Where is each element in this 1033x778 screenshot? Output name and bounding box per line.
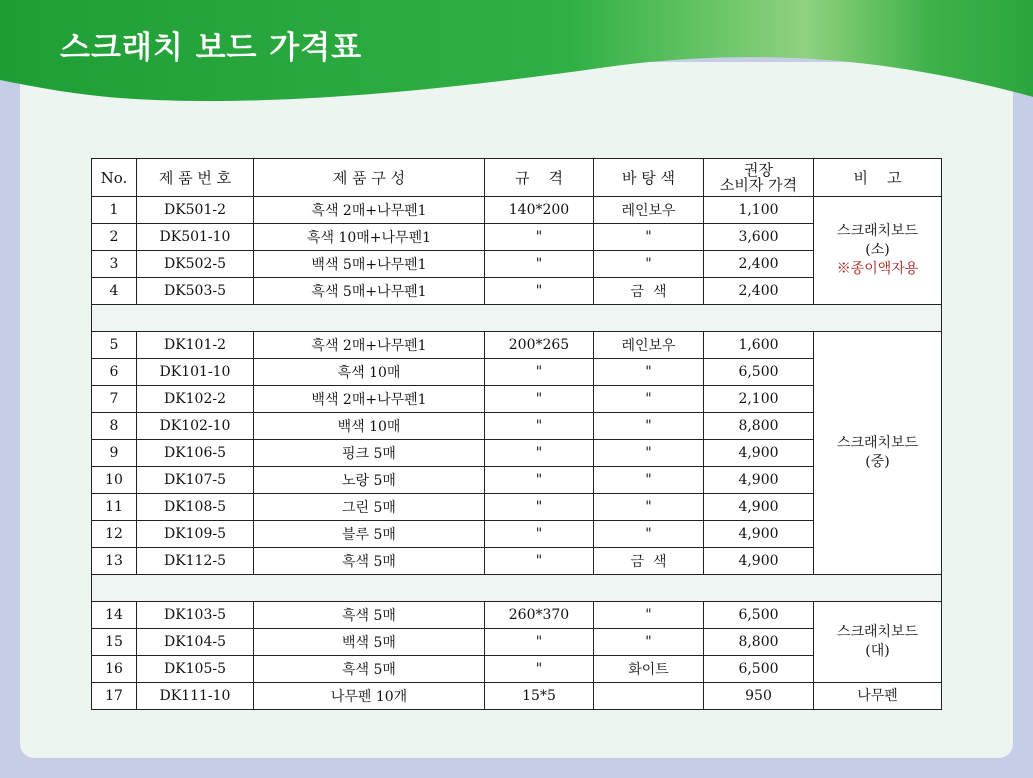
cell-background-color: " <box>594 494 704 521</box>
cell-background-color: " <box>594 413 704 440</box>
cell-spec: 140*200 <box>485 197 594 224</box>
cell-spec: " <box>485 359 594 386</box>
cell-composition: 핑크 5매 <box>254 440 485 467</box>
cell-no: 13 <box>92 548 137 575</box>
cell-spec: " <box>485 386 594 413</box>
cell-background-color: " <box>594 359 704 386</box>
table-row <box>92 602 942 629</box>
cell-background-color: 금 색 <box>594 548 704 575</box>
cell-code: DK102-10 <box>137 413 254 440</box>
cell-note <box>814 683 942 710</box>
note-warning: ※종이액자용 <box>836 261 919 277</box>
cell-price: 4,900 <box>704 467 814 494</box>
group-separator-row <box>92 305 942 332</box>
cell-composition: 그린 5매 <box>254 494 485 521</box>
note-line: (소) <box>865 242 890 258</box>
header-composition: 제 품 구 성 <box>254 159 485 197</box>
table-row <box>92 197 942 224</box>
cell-note <box>814 197 942 305</box>
cell-code: DK107-5 <box>137 467 254 494</box>
cell-no: 5 <box>92 332 137 359</box>
cell-code: DK503-5 <box>137 278 254 305</box>
cell-price: 6,500 <box>704 359 814 386</box>
cell-code: DK108-5 <box>137 494 254 521</box>
cell-spec: " <box>485 656 594 683</box>
cell-code: DK103-5 <box>137 602 254 629</box>
cell-code: DK104-5 <box>137 629 254 656</box>
cell-spec: " <box>485 467 594 494</box>
cell-price: 2,400 <box>704 251 814 278</box>
header-spec: 규 격 <box>485 159 594 197</box>
cell-composition: 나무펜 10개 <box>254 683 485 710</box>
cell-no: 10 <box>92 467 137 494</box>
cell-spec: " <box>485 251 594 278</box>
note-line: 스크래치보드 <box>836 223 919 239</box>
page-title: 스크래치 보드 가격표 <box>60 30 363 66</box>
header-background-color: 바 탕 색 <box>594 159 704 197</box>
cell-no: 9 <box>92 440 137 467</box>
cell-no: 15 <box>92 629 137 656</box>
cell-code: DK501-2 <box>137 197 254 224</box>
note-line: (중) <box>865 454 890 470</box>
cell-spec: " <box>485 521 594 548</box>
header-price <box>704 159 814 197</box>
cell-no: 8 <box>92 413 137 440</box>
cell-spec: " <box>485 440 594 467</box>
cell-background-color: 금 색 <box>594 278 704 305</box>
cell-spec: " <box>485 278 594 305</box>
cell-price: 2,100 <box>704 386 814 413</box>
cell-no: 2 <box>92 224 137 251</box>
cell-no: 7 <box>92 386 137 413</box>
cell-composition: 흑색 5매+나무펜1 <box>254 278 485 305</box>
cell-price: 4,900 <box>704 521 814 548</box>
cell-spec: " <box>485 494 594 521</box>
cell-price: 1,600 <box>704 332 814 359</box>
cell-price: 950 <box>704 683 814 710</box>
table-header-row <box>92 159 942 197</box>
note-line: (대) <box>865 643 890 659</box>
cell-no: 3 <box>92 251 137 278</box>
cell-no: 4 <box>92 278 137 305</box>
cell-price: 4,900 <box>704 440 814 467</box>
cell-code: DK105-5 <box>137 656 254 683</box>
group-separator <box>92 305 942 332</box>
cell-composition: 흑색 2매+나무펜1 <box>254 332 485 359</box>
cell-background-color: " <box>594 440 704 467</box>
cell-price: 6,500 <box>704 656 814 683</box>
cell-code: DK501-10 <box>137 224 254 251</box>
cell-background-color: 화이트 <box>594 656 704 683</box>
cell-composition: 흑색 10매+나무펜1 <box>254 224 485 251</box>
cell-composition: 백색 10매 <box>254 413 485 440</box>
cell-no: 16 <box>92 656 137 683</box>
header-note: 비 고 <box>814 159 942 197</box>
cell-composition: 백색 5매+나무펜1 <box>254 251 485 278</box>
cell-spec: " <box>485 224 594 251</box>
cell-composition: 백색 5매 <box>254 629 485 656</box>
note-line: 스크래치보드 <box>836 624 919 640</box>
cell-spec: " <box>485 413 594 440</box>
cell-composition: 블루 5매 <box>254 521 485 548</box>
cell-code: DK101-10 <box>137 359 254 386</box>
cell-no: 14 <box>92 602 137 629</box>
cell-price: 4,900 <box>704 494 814 521</box>
cell-background-color: " <box>594 629 704 656</box>
header-price-line2: 소비자 가격 <box>719 175 798 194</box>
cell-spec: 260*370 <box>485 602 594 629</box>
header-price-line1: 권장 <box>744 160 773 179</box>
table-row <box>92 332 942 359</box>
cell-price: 4,900 <box>704 548 814 575</box>
cell-background-color: " <box>594 467 704 494</box>
cell-code: DK112-5 <box>137 548 254 575</box>
cell-composition: 흑색 2매+나무펜1 <box>254 197 485 224</box>
cell-price: 2,400 <box>704 278 814 305</box>
cell-code: DK101-2 <box>137 332 254 359</box>
cell-code: DK111-10 <box>137 683 254 710</box>
cell-background-color: " <box>594 521 704 548</box>
cell-composition: 노랑 5매 <box>254 467 485 494</box>
cell-spec: " <box>485 548 594 575</box>
cell-no: 11 <box>92 494 137 521</box>
cell-note <box>814 602 942 683</box>
cell-background-color: " <box>594 386 704 413</box>
cell-background-color: " <box>594 251 704 278</box>
note-line: 스크래치보드 <box>836 435 919 451</box>
cell-code: DK102-2 <box>137 386 254 413</box>
cell-composition: 흑색 10매 <box>254 359 485 386</box>
note-line: 나무펜 <box>857 687 898 704</box>
cell-background-color <box>594 683 704 710</box>
table-row <box>92 683 942 710</box>
cell-composition: 흑색 5매 <box>254 602 485 629</box>
cell-background-color: " <box>594 224 704 251</box>
cell-composition: 백색 2매+나무펜1 <box>254 386 485 413</box>
cell-price: 3,600 <box>704 224 814 251</box>
cell-background-color: " <box>594 602 704 629</box>
cell-background-color: 레인보우 <box>594 332 704 359</box>
cell-price: 1,100 <box>704 197 814 224</box>
header-no: No. <box>92 159 137 197</box>
cell-no: 12 <box>92 521 137 548</box>
cell-composition: 흑색 5매 <box>254 656 485 683</box>
cell-code: DK109-5 <box>137 521 254 548</box>
cell-spec: " <box>485 629 594 656</box>
cell-background-color: 레인보우 <box>594 197 704 224</box>
cell-no: 6 <box>92 359 137 386</box>
cell-price: 8,800 <box>704 629 814 656</box>
cell-composition: 흑색 5매 <box>254 548 485 575</box>
cell-price: 6,500 <box>704 602 814 629</box>
cell-spec: 200*265 <box>485 332 594 359</box>
cell-spec: 15*5 <box>485 683 594 710</box>
cell-code: DK106-5 <box>137 440 254 467</box>
header-code: 제 품 번 호 <box>137 159 254 197</box>
cell-price: 8,800 <box>704 413 814 440</box>
cell-no: 1 <box>92 197 137 224</box>
cell-no: 17 <box>92 683 137 710</box>
cell-code: DK502-5 <box>137 251 254 278</box>
cell-note <box>814 332 942 575</box>
group-separator-row <box>92 575 942 602</box>
group-separator <box>92 575 942 602</box>
price-table <box>91 158 942 710</box>
